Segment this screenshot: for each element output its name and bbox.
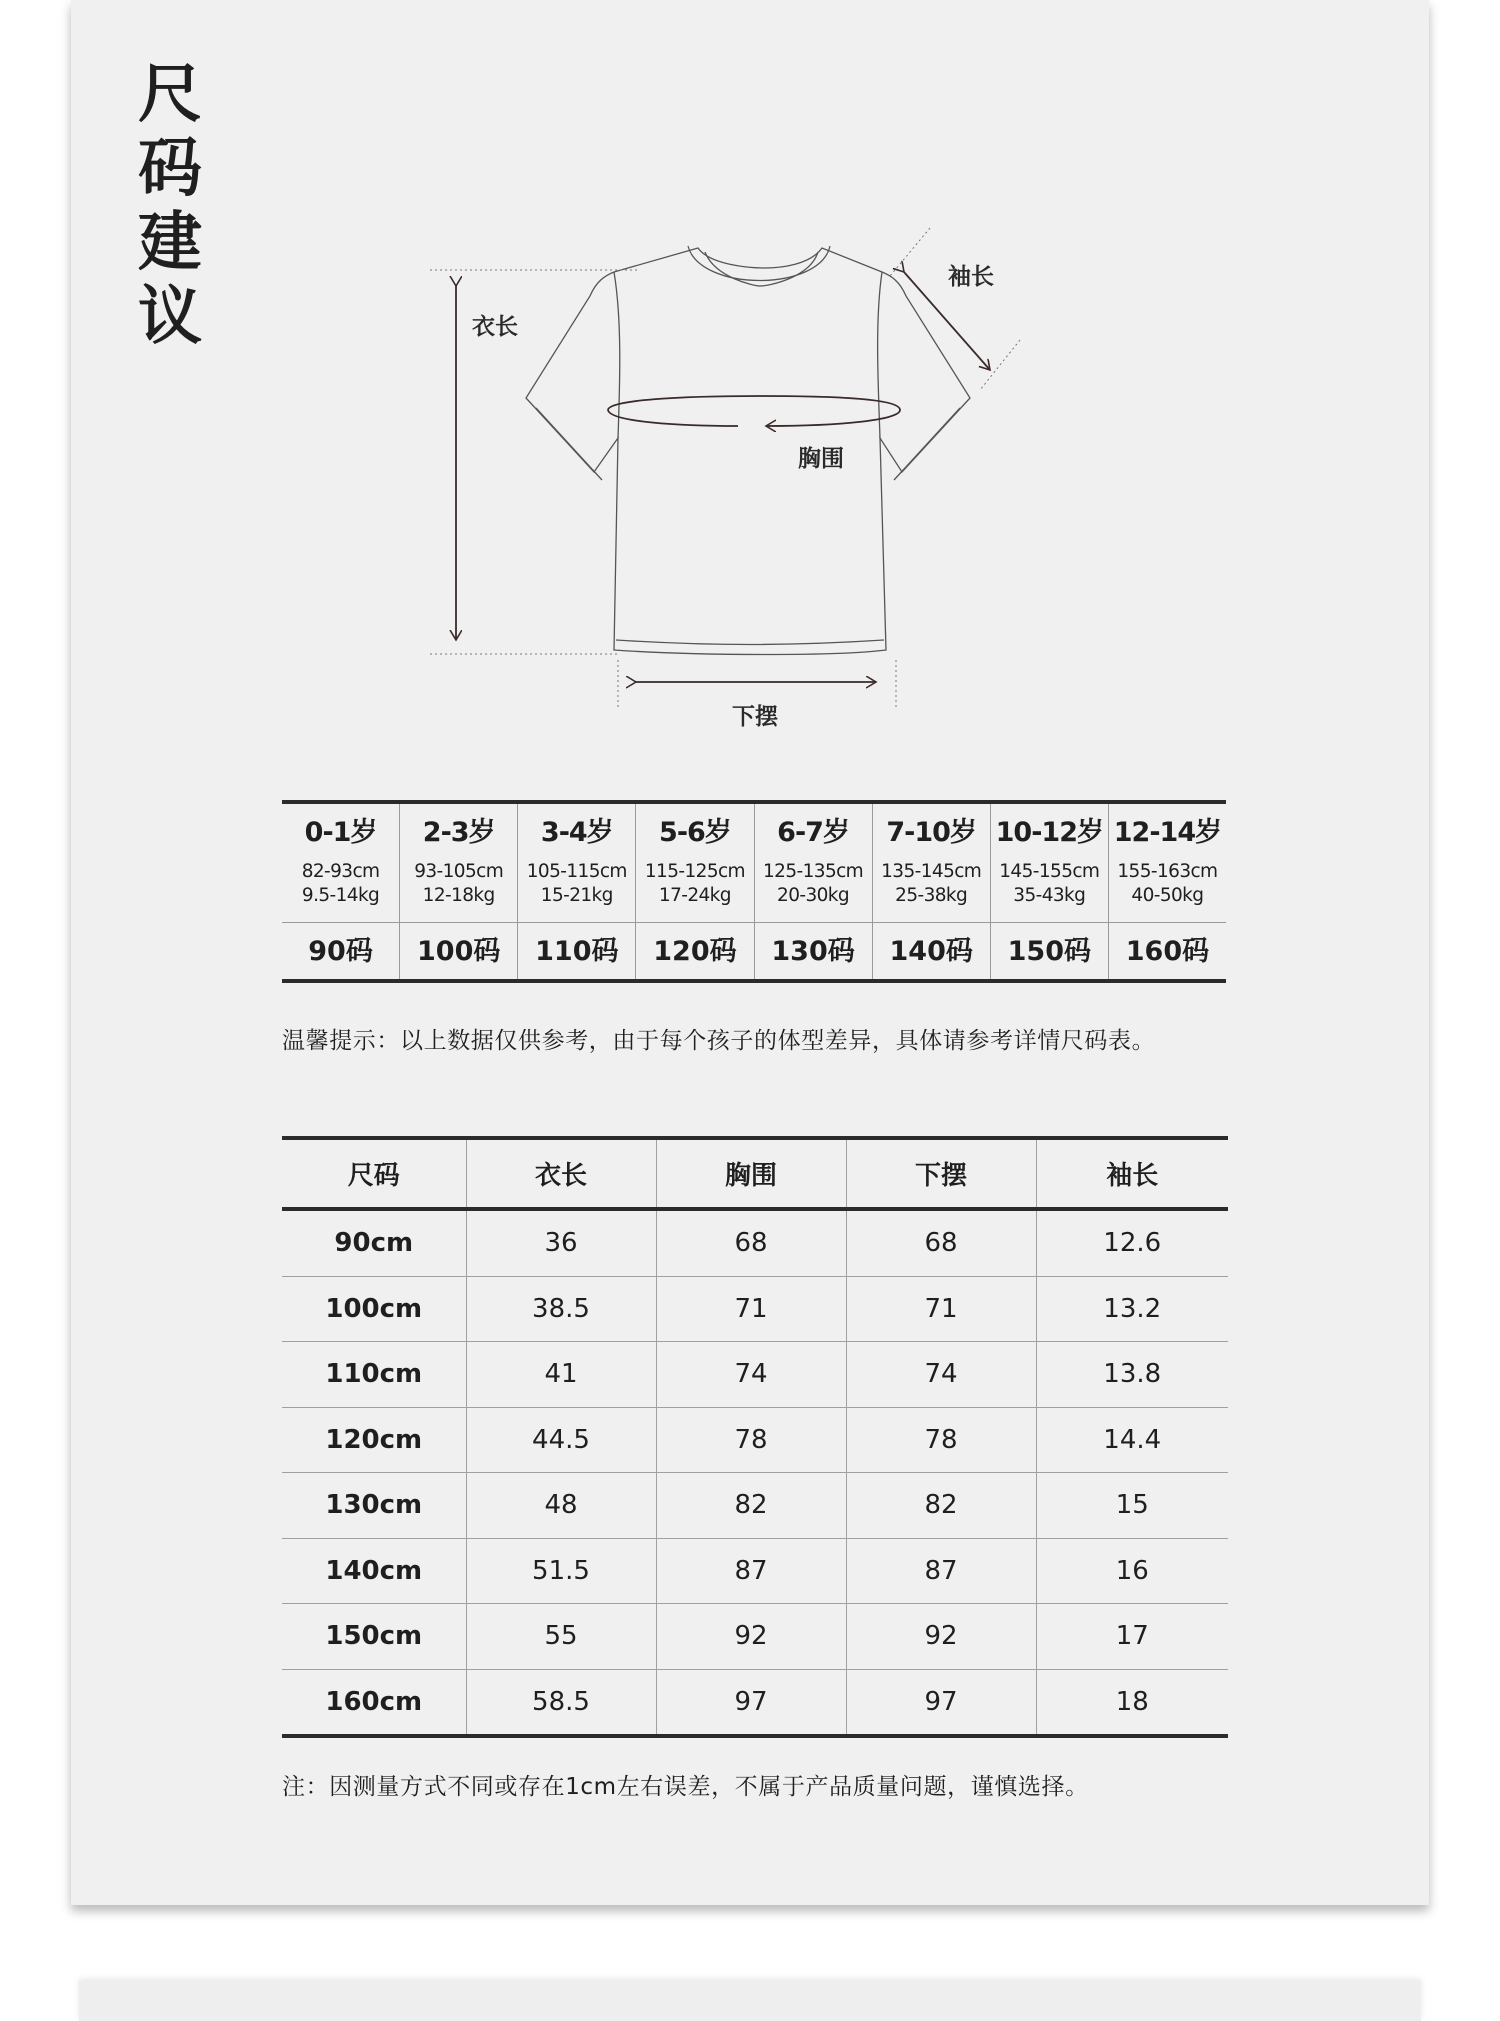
table-cell: 87 — [846, 1538, 1036, 1604]
age-column — [755, 804, 873, 979]
table-cell: 78 — [656, 1407, 846, 1473]
next-card-edge — [79, 1981, 1421, 2021]
table-cell: 71 — [846, 1276, 1036, 1342]
tshirt-diagram — [420, 220, 1040, 740]
diagram-label-sleeve: 袖长 — [948, 264, 994, 290]
size-cell: 150cm — [282, 1604, 466, 1670]
table-cell: 44.5 — [466, 1407, 656, 1473]
diagram-label-hem: 下摆 — [732, 704, 778, 730]
age-label: 10-12岁 — [995, 817, 1103, 848]
disclaimer-note: 注：因测量方式不同或存在1cm左右误差，不属于产品质量问题，谨慎选择。 — [282, 1774, 1089, 1800]
title-char: 建 — [138, 206, 202, 280]
diagram-label-chest: 胸围 — [798, 446, 844, 472]
table-cell: 18 — [1036, 1669, 1228, 1736]
table-cell: 58.5 — [466, 1669, 656, 1736]
column-header: 尺码 — [282, 1138, 466, 1209]
table-cell: 68 — [656, 1209, 846, 1276]
weight-range: 9.5-14kg — [301, 885, 380, 906]
table-cell: 71 — [656, 1276, 846, 1342]
table-cell: 41 — [466, 1342, 656, 1408]
diagram-label-length: 衣长 — [472, 314, 518, 340]
title-char: 码 — [138, 132, 202, 206]
table-cell: 13.8 — [1036, 1342, 1228, 1408]
title-char: 尺 — [138, 58, 202, 132]
table-cell: 87 — [656, 1538, 846, 1604]
table-cell: 55 — [466, 1604, 656, 1670]
size-code: 130码 — [755, 922, 872, 979]
table-row — [282, 1473, 1228, 1539]
table-cell: 13.2 — [1036, 1276, 1228, 1342]
size-code: 90码 — [282, 922, 399, 979]
column-header: 袖长 — [1106, 1161, 1159, 1191]
table-cell: 51.5 — [466, 1538, 656, 1604]
table-cell: 68 — [846, 1209, 1036, 1276]
age-label: 6-7岁 — [777, 817, 849, 848]
weight-range: 40-50kg — [1131, 885, 1204, 906]
age-column — [518, 804, 636, 979]
size-code: 110码 — [518, 922, 635, 979]
table-cell: 15 — [1036, 1473, 1228, 1539]
table-row — [282, 1209, 1228, 1276]
height-range: 155-163cm — [1117, 861, 1218, 882]
table-cell: 38.5 — [466, 1276, 656, 1342]
age-label: 5-6岁 — [659, 817, 731, 848]
table-cell: 36 — [466, 1209, 656, 1276]
size-code: 100码 — [400, 922, 517, 979]
table-header-row — [282, 1138, 1228, 1209]
weight-range: 25-38kg — [895, 885, 968, 906]
column-header: 下摆 — [846, 1138, 1036, 1209]
table-row — [282, 1604, 1228, 1670]
size-code: 120码 — [636, 922, 753, 979]
height-range: 115-125cm — [644, 861, 745, 882]
size-cell: 160cm — [282, 1669, 466, 1736]
table-cell: 82 — [656, 1473, 846, 1539]
table-cell: 74 — [656, 1342, 846, 1408]
height-range: 135-145cm — [881, 861, 982, 882]
weight-range: 12-18kg — [422, 885, 495, 906]
height-range: 82-93cm — [301, 861, 380, 882]
table-cell: 14.4 — [1036, 1407, 1228, 1473]
table-cell: 78 — [846, 1407, 1036, 1473]
size-code: 140码 — [873, 922, 990, 979]
size-cell: 90cm — [282, 1209, 466, 1276]
tip-text: 温馨提示：以上数据仅供参考，由于每个孩子的体型差异，具体请参考详情尺码表。 — [282, 1028, 1156, 1054]
height-range: 93-105cm — [414, 861, 504, 882]
weight-range: 15-21kg — [540, 885, 613, 906]
size-code: 150码 — [991, 922, 1108, 979]
table-cell: 92 — [656, 1604, 846, 1670]
size-code: 160码 — [1109, 922, 1226, 979]
age-column — [400, 804, 518, 979]
weight-range: 17-24kg — [658, 885, 731, 906]
table-row — [282, 1669, 1228, 1736]
table-cell: 92 — [846, 1604, 1036, 1670]
size-cell: 110cm — [282, 1342, 466, 1408]
age-label: 0-1岁 — [304, 817, 377, 848]
height-range: 145-155cm — [999, 861, 1100, 882]
table-cell: 48 — [466, 1473, 656, 1539]
tshirt-outline-icon — [526, 246, 970, 655]
title-char: 议 — [138, 280, 202, 354]
page-title — [130, 58, 210, 354]
table-cell: 17 — [1036, 1604, 1228, 1670]
column-header: 胸围 — [656, 1138, 846, 1209]
table-cell: 97 — [656, 1669, 846, 1736]
age-column — [282, 804, 400, 979]
age-column — [991, 804, 1109, 979]
table-cell: 97 — [846, 1669, 1036, 1736]
age-column — [1109, 804, 1226, 979]
age-label: 12-14岁 — [1113, 817, 1222, 848]
table-cell: 16 — [1036, 1538, 1228, 1604]
height-range: 105-115cm — [526, 861, 627, 882]
column-header: 衣长 — [466, 1138, 656, 1209]
table-cell: 74 — [846, 1342, 1036, 1408]
size-cell: 100cm — [282, 1276, 466, 1342]
age-column — [636, 804, 754, 979]
age-label: 7-10岁 — [886, 817, 976, 848]
age-column — [873, 804, 991, 979]
height-range: 125-135cm — [763, 861, 864, 882]
age-label: 3-4岁 — [540, 817, 613, 848]
table-cell: 12.6 — [1036, 1209, 1228, 1276]
table-row — [282, 1407, 1228, 1473]
weight-range: 35-43kg — [1013, 885, 1086, 906]
size-cell: 140cm — [282, 1538, 466, 1604]
table-row — [282, 1342, 1228, 1408]
table-row — [282, 1538, 1228, 1604]
weight-range: 20-30kg — [777, 885, 850, 906]
table-cell: 82 — [846, 1473, 1036, 1539]
age-label: 2-3岁 — [422, 817, 495, 848]
size-cell: 130cm — [282, 1473, 466, 1539]
table-row — [282, 1276, 1228, 1342]
age-size-table — [282, 800, 1226, 983]
size-measurement-table — [282, 1136, 1228, 1738]
size-cell: 120cm — [282, 1407, 466, 1473]
